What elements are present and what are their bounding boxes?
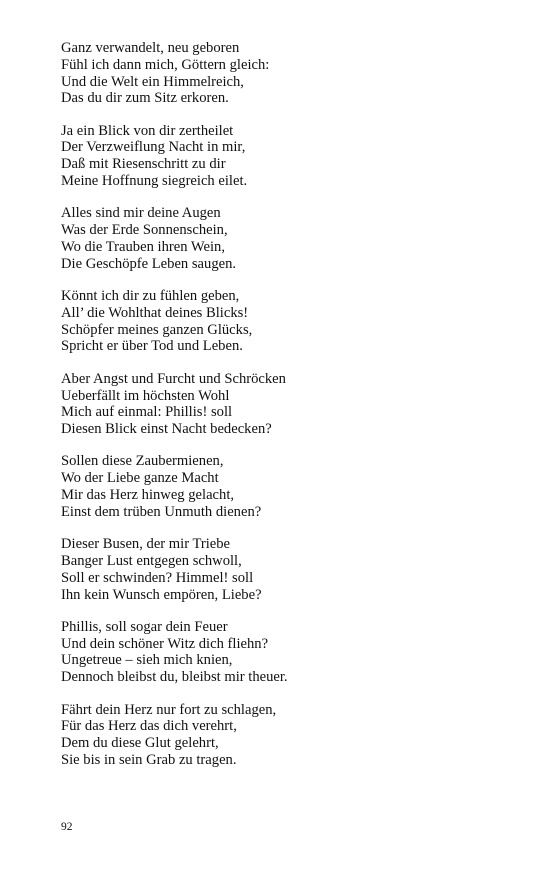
poem-line: Schöpfer meines ganzen Glücks, bbox=[61, 321, 253, 338]
poem-line: All’ die Wohlthat deines Blicks! bbox=[61, 304, 249, 321]
stanza bbox=[61, 702, 521, 769]
poem-line: Ja ein Blick von dir zertheilet bbox=[61, 122, 234, 139]
poem-line: Ganz verwandelt, neu geboren bbox=[61, 40, 240, 56]
poem-line: Einst dem trüben Unmuth dienen? bbox=[61, 503, 262, 520]
poem-line: Daß mit Riesenschritt zu dir bbox=[61, 156, 226, 173]
poem-line: Und die Welt ein Himmelreich, bbox=[61, 73, 244, 90]
poem-line: Fühl ich dann mich, Göttern gleich: bbox=[61, 56, 270, 73]
poem-line: Dem du diese Glut gelehrt, bbox=[61, 735, 219, 752]
page-number: 92 bbox=[61, 821, 73, 833]
stanza bbox=[61, 288, 521, 355]
poem-line: Dennoch bleibst du, bleibst mir theuer. bbox=[61, 669, 288, 686]
poem-line: Phillis, soll sogar dein Feuer bbox=[61, 618, 228, 635]
stanza bbox=[61, 536, 521, 603]
stanza bbox=[61, 123, 521, 190]
poem-line: Sollen diese Zaubermienen, bbox=[61, 453, 224, 470]
poem-line: Und dein schöner Witz dich fliehn? bbox=[61, 635, 269, 652]
poem-line: Das du dir zum Sitz erkoren. bbox=[61, 90, 229, 107]
poem-line: Mich auf einmal: Phillis! soll bbox=[61, 404, 233, 421]
poem bbox=[61, 40, 521, 784]
poem-line: Spricht er über Tod und Leben. bbox=[61, 338, 243, 355]
poem-line: Was der Erde Sonnenschein, bbox=[61, 222, 228, 239]
poem-line: Banger Lust entgegen schwoll, bbox=[61, 552, 242, 569]
poem-line: Für das Herz das dich verehrt, bbox=[61, 718, 237, 735]
poem-line: Könnt ich dir zu fühlen geben, bbox=[61, 288, 240, 305]
poem-line: Fährt dein Herz nur fort zu schlagen, bbox=[61, 701, 277, 718]
poem-line: Alles sind mir deine Augen bbox=[61, 205, 221, 222]
poem-line: Sie bis in sein Grab zu tragen. bbox=[61, 751, 237, 768]
poem-line: Wo der Liebe ganze Macht bbox=[61, 470, 219, 487]
poem-line: Aber Angst und Furcht und Schröcken bbox=[61, 370, 286, 387]
poem-line: Meine Hoffnung siegreich eilet. bbox=[61, 173, 248, 190]
poem-line: Mir das Herz hinweg gelacht, bbox=[61, 487, 235, 504]
poem-line: Dieser Busen, der mir Triebe bbox=[61, 536, 231, 553]
poem-line: Ihn kein Wunsch empören, Liebe? bbox=[61, 586, 262, 603]
stanza bbox=[61, 40, 521, 107]
poem-line: Soll er schwinden? Himmel! soll bbox=[61, 569, 254, 586]
stanza bbox=[61, 371, 521, 438]
poem-line: Ungetreue – sieh mich knien, bbox=[61, 652, 233, 669]
poem-line: Ueberfällt im höchsten Wohl bbox=[61, 387, 230, 404]
poem-line: Die Geschöpfe Leben saugen. bbox=[61, 255, 237, 272]
stanza bbox=[61, 453, 521, 520]
stanza bbox=[61, 619, 521, 686]
poem-line: Wo die Trauben ihren Wein, bbox=[61, 238, 225, 255]
poem-line: Der Verzweiflung Nacht in mir, bbox=[61, 139, 246, 156]
poem-line: Diesen Blick einst Nacht bedecken? bbox=[61, 421, 272, 438]
stanza bbox=[61, 205, 521, 272]
